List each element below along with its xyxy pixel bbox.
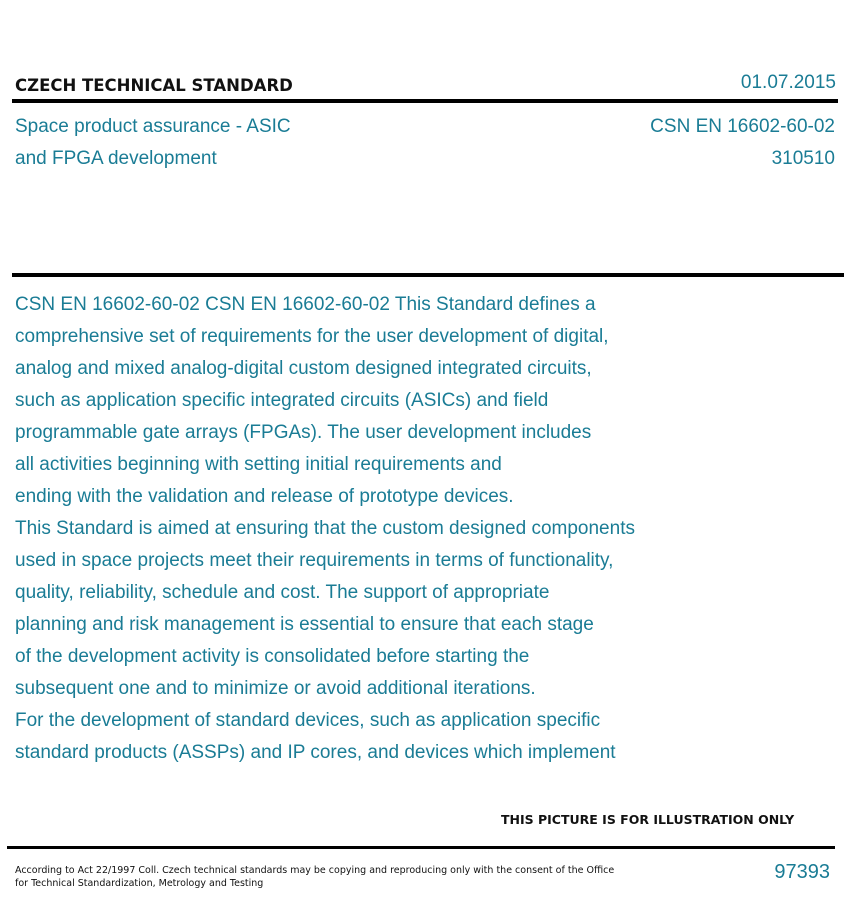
copyright-notice-line-1: According to Act 22/1997 Coll. Czech technical standards may be copying and reproducing only with the consent of the Office: [15, 865, 615, 876]
description-line: programmable gate arrays (FPGAs). The user development includes: [15, 422, 592, 443]
section-divider: [12, 273, 844, 277]
copyright-notice: [15, 864, 615, 890]
footer-divider: [7, 846, 835, 849]
description-line: For the development of standard devices, such as application specific: [15, 710, 601, 731]
class-code: 310510: [771, 148, 835, 169]
illustration-disclaimer: THIS PICTURE IS FOR ILLUSTRATION ONLY: [501, 812, 795, 827]
description-line: of the development activity is consolidated before starting the: [15, 646, 530, 667]
description-line: This Standard is aimed at ensuring that the custom designed components: [15, 518, 635, 539]
description-line: standard products (ASSPs) and IP cores, and devices which implement: [15, 742, 616, 763]
description-line: analog and mixed analog-digital custom designed integrated circuits,: [15, 358, 592, 379]
standard-code: CSN EN 16602-60-02: [650, 116, 835, 137]
description-line: used in space projects meet their requirements in terms of functionality,: [15, 550, 614, 571]
document-number: 97393: [774, 861, 830, 883]
description-line: ending with the validation and release of prototype devices.: [15, 486, 514, 507]
description-line: comprehensive set of requirements for the user development of digital,: [15, 326, 609, 347]
description-line: such as application specific integrated circuits (ASICs) and field: [15, 390, 549, 411]
description-line: planning and risk management is essential to ensure that each stage: [15, 614, 594, 635]
subject-line-2: and FPGA development: [15, 148, 217, 169]
description-line: subsequent one and to minimize or avoid additional iterations.: [15, 678, 536, 699]
document-type-title: CZECH TECHNICAL STANDARD: [15, 76, 293, 95]
header-divider: [12, 99, 838, 103]
description-line: quality, reliability, schedule and cost. The support of appropriate: [15, 582, 550, 603]
standard-description: [15, 289, 805, 769]
description-line: CSN EN 16602-60-02 CSN EN 16602-60-02 This Standard defines a: [15, 294, 596, 315]
subject-line-1: Space product assurance - ASIC: [15, 116, 291, 137]
copyright-notice-line-2: for Technical Standardization, Metrology and Testing: [15, 878, 264, 889]
description-line: all activities beginning with setting initial requirements and: [15, 454, 502, 475]
publication-date: 01.07.2015: [740, 72, 836, 93]
